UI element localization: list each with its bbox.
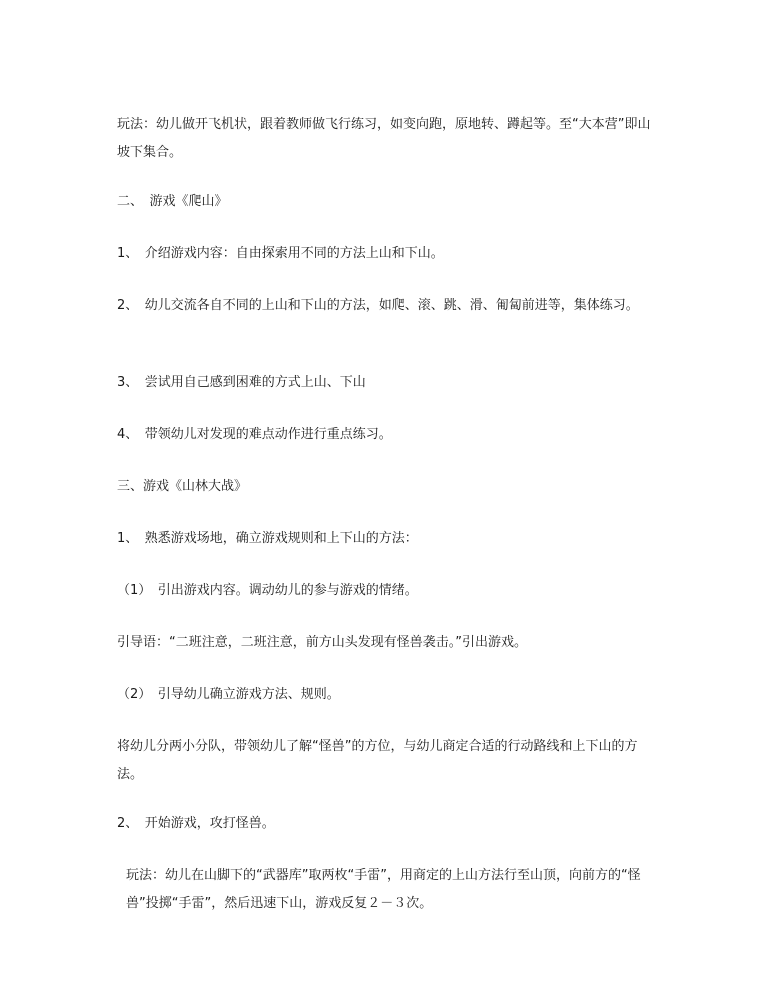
paragraph-teams: 将幼儿分两小分队，带领幼儿了解“怪兽”的方位，与幼儿商定合适的行动路线和上下山的方法。 xyxy=(117,739,638,782)
list-item-2: 2、 幼儿交流各自不同的上山和下山的方法，如爬、滚、跳、滑、匍匐前进等，集体练习。 xyxy=(117,298,639,313)
paragraph-play-method-1: 玩法：幼儿做开飞机状，跟着教师做飞行练习，如变向跑，原地转、蹲起等。至“大本营”即山坡下集合。 xyxy=(117,117,651,160)
sub-item-1: （1） 引出游戏内容。调动幼儿的参与游戏的情绪。 xyxy=(117,583,418,598)
list-item-1: 1、 介绍游戏内容：自由探索用不同的方法上山和下山。 xyxy=(117,246,444,261)
section-heading-forest-battle: 三、游戏《山林大战》 xyxy=(117,479,248,494)
sub-item-2: （2） 引导幼儿确立游戏方法、规则。 xyxy=(117,687,340,702)
list-item-4: 4、 带领幼儿对发现的难点动作进行重点练习。 xyxy=(117,427,392,442)
paragraph-guide-words: 引导语：“二班注意，二班注意，前方山头发现有怪兽袭击。”引出游戏。 xyxy=(117,635,527,650)
paragraph-play-method-2: 玩法：幼儿在山脚下的“武器库”取两枚“手雷”，用商定的上山方法行至山顶，向前方的“怪兽”投掷“手雷”，然后迅速下山，游戏反复２－３次。 xyxy=(126,868,641,911)
section-heading-climbing: 二、 游戏《爬山》 xyxy=(117,194,228,209)
list-item-3: 3、 尝试用自己感到困难的方式上山、下山 xyxy=(117,375,366,390)
list-item-start-game: 2、 开始游戏，攻打怪兽。 xyxy=(117,816,275,831)
list-item-familiarize: 1、 熟悉游戏场地，确立游戏规则和上下山的方法： xyxy=(117,531,418,546)
